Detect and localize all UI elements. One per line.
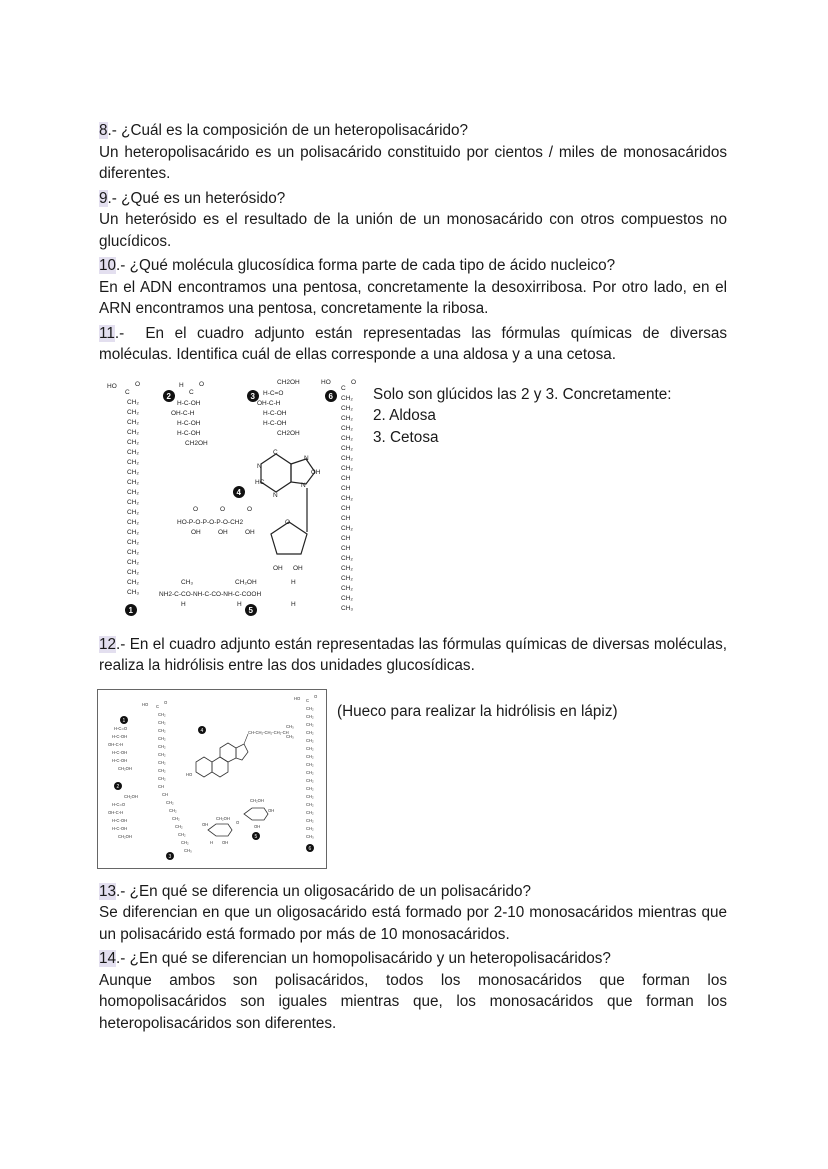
svg-text:CH₂: CH₂	[341, 394, 353, 402]
svg-text:CH: CH	[341, 504, 351, 512]
svg-text:CH₂: CH₂	[306, 801, 314, 807]
svg-text:CH₂: CH₂	[158, 743, 166, 749]
svg-text:H: H	[237, 600, 242, 608]
svg-text:CH₂: CH₂	[341, 444, 353, 452]
svg-text:CH-CH₂-CH₂-CH₂-CH: CH-CH₂-CH₂-CH₂-CH	[248, 729, 289, 735]
answer-line: Solo son glúcidos las 2 y 3. Concretamente:	[373, 385, 672, 403]
svg-text:OH: OH	[222, 839, 229, 845]
question-11	[99, 323, 727, 622]
svg-text:OH-C-H: OH-C-H	[171, 409, 195, 417]
svg-text:NH2-C-CO-NH-C-CO-NH-C-COOH: NH2-C-CO-NH-C-CO-NH-C-COOH	[159, 590, 262, 598]
question-number: 9	[99, 189, 108, 207]
question-14	[99, 948, 727, 1034]
svg-text:CH₂: CH₂	[127, 548, 139, 556]
svg-text:CH₂: CH₂	[158, 727, 166, 733]
svg-text:CH₂: CH₂	[181, 839, 189, 845]
svg-text:HO: HO	[294, 695, 301, 701]
svg-text:O: O	[236, 819, 240, 825]
svg-text:CH₂OH: CH₂OH	[124, 793, 138, 799]
svg-text:OH: OH	[254, 823, 261, 829]
svg-text:CH₂: CH₂	[341, 434, 353, 442]
svg-text:CH₂: CH₂	[127, 488, 139, 496]
svg-text:CH₂: CH₂	[158, 711, 166, 717]
answer-text: Un heterósido es el resultado de la unión de un monosacárido con otros compuestos no glucídicos.	[99, 211, 727, 250]
svg-text:CH₂: CH₂	[306, 745, 314, 751]
svg-text:CH₂: CH₂	[127, 398, 139, 406]
hydrolysis-space-note: (Hueco para realizar la hidrólisis en lápiz)	[337, 702, 618, 720]
answer-text: Aunque ambos son polisacáridos, todos los monosacáridos que forman los homopolisacáridos son iguales mientras que, los monosacáridos que forman los heteropolisacáridos son diferentes.	[99, 971, 727, 1032]
molecule-1-fatty-acid	[107, 381, 140, 616]
svg-text:O: O	[164, 699, 168, 705]
question-text: 13.- ¿En qué se diferencia un oligosacárido de un polisacárido?	[99, 882, 532, 900]
svg-text:CH₂: CH₂	[306, 809, 314, 815]
svg-text:H-C=O: H-C=O	[114, 725, 128, 731]
svg-text:CH₂: CH₂	[306, 753, 314, 759]
svg-text:H: H	[181, 600, 186, 608]
svg-text:CH₂: CH₂	[127, 438, 139, 446]
svg-text:O: O	[351, 378, 357, 386]
svg-text:3: 3	[250, 391, 255, 401]
svg-text:C: C	[341, 384, 346, 392]
question-8	[99, 120, 727, 185]
svg-text:H: H	[291, 578, 296, 586]
svg-text:HO: HO	[186, 771, 193, 777]
svg-text:6: 6	[308, 845, 312, 852]
svg-text:O: O	[199, 380, 205, 388]
svg-text:CH₂: CH₂	[341, 594, 353, 602]
svg-text:CH₂: CH₂	[341, 464, 353, 472]
molecule-5-peptide	[159, 579, 296, 616]
svg-text:N: N	[273, 491, 278, 499]
svg-text:1: 1	[122, 717, 126, 724]
svg-text:CH₃: CH₃	[306, 833, 314, 839]
svg-text:CH₂OH: CH₂OH	[250, 797, 264, 803]
svg-text:CH₂: CH₂	[306, 785, 314, 791]
question-number: 14	[99, 950, 117, 967]
svg-text:H-C-OH: H-C-OH	[112, 825, 128, 831]
svg-text:C: C	[125, 388, 130, 396]
question-number: 13	[99, 882, 117, 900]
svg-text:CH₂: CH₂	[169, 807, 177, 813]
question-number: 10	[99, 257, 117, 274]
svg-text:CH: CH	[311, 468, 321, 476]
answer-line: 2. Aldosa	[373, 407, 436, 424]
svg-text:CH₂: CH₂	[158, 767, 166, 773]
question-text: 11.- En el cuadro adjunto están representadas las fórmulas químicas de diversas moléculas. Identifica cuál de ellas corresponde a una aldosa y a una cetosa.	[99, 324, 727, 363]
question-text: 12.- En el cuadro adjunto están representadas las fórmulas químicas de diversas moléculas, realiza la hidrólisis entre las dos unidades glucosídicas.	[99, 635, 727, 674]
svg-text:H-C-OH: H-C-OH	[177, 429, 201, 437]
svg-text:1: 1	[128, 605, 133, 615]
svg-text:CH: CH	[162, 791, 169, 797]
svg-text:OH: OH	[273, 564, 283, 572]
svg-text:CH: CH	[341, 544, 351, 552]
svg-text:O: O	[220, 505, 226, 513]
svg-text:OH-C-H: OH-C-H	[257, 399, 281, 407]
svg-text:CH₂: CH₂	[127, 478, 139, 486]
svg-text:CH₂: CH₂	[341, 554, 353, 562]
svg-text:HC: HC	[255, 478, 265, 486]
svg-text:CH₂: CH₂	[127, 428, 139, 436]
svg-text:HO: HO	[142, 701, 149, 707]
svg-text:H: H	[291, 600, 296, 608]
answer-11	[373, 384, 671, 449]
svg-text:OH-C-H: OH-C-H	[108, 741, 124, 747]
svg-text:CH₂: CH₂	[175, 823, 183, 829]
answer-text: Se diferencian en que un oligosacárido está formado por 2-10 monosacáridos mientras que un polisacárido está formado por más de 10 monosacáridos.	[99, 904, 727, 943]
svg-text:O: O	[135, 380, 141, 388]
svg-text:CH₂: CH₂	[166, 799, 174, 805]
svg-text:OH: OH	[293, 564, 303, 572]
svg-text:HO: HO	[107, 382, 117, 390]
svg-text:H-C=O: H-C=O	[263, 389, 284, 397]
svg-text:CH₂: CH₂	[158, 759, 166, 765]
molecule-4-atp	[177, 449, 321, 572]
svg-text:CH₂: CH₂	[341, 584, 353, 592]
svg-text:CH₂: CH₂	[341, 414, 353, 422]
svg-text:5: 5	[254, 833, 258, 840]
svg-text:3: 3	[168, 853, 172, 860]
svg-text:C: C	[189, 388, 194, 396]
svg-text:CH₃: CH₃	[286, 733, 294, 739]
svg-text:CH₂: CH₂	[127, 458, 139, 466]
molecules-figure-2	[97, 689, 327, 869]
svg-text:C: C	[156, 703, 160, 709]
svg-text:N: N	[301, 481, 306, 489]
question-9	[99, 188, 727, 253]
answer-text: En el ADN encontramos una pentosa, concretamente la desoxirribosa. Por otro lado, en el ARN encontramos una pentosa, concretamente la ribosa.	[99, 278, 727, 317]
svg-text:4: 4	[236, 487, 241, 497]
question-number: 8	[99, 122, 108, 139]
svg-text:H-C=O: H-C=O	[112, 801, 126, 807]
molecule-6-unsaturated-fatty-acid	[321, 379, 356, 612]
svg-text:CH₂: CH₂	[306, 817, 314, 823]
svg-text:OH: OH	[245, 528, 255, 536]
svg-text:CH: CH	[341, 514, 351, 522]
svg-text:CH₂: CH₂	[127, 448, 139, 456]
svg-text:H: H	[210, 839, 214, 845]
svg-text:CH₂: CH₂	[158, 775, 166, 781]
question-text: 10.- ¿Qué molécula glucosídica forma parte de cada tipo de ácido nucleico?	[99, 257, 616, 274]
svg-text:OH: OH	[268, 807, 275, 813]
svg-text:CH₂: CH₂	[158, 719, 166, 725]
svg-text:CH₂: CH₂	[127, 578, 139, 586]
svg-text:CH₂: CH₂	[306, 713, 314, 719]
svg-text:CH₃: CH₃	[184, 847, 192, 853]
svg-text:CH: CH	[158, 783, 165, 789]
svg-text:CH₂: CH₂	[341, 404, 353, 412]
svg-text:CH₂: CH₂	[172, 815, 180, 821]
svg-text:H-C-OH: H-C-OH	[112, 733, 128, 739]
svg-text:CH₂: CH₂	[127, 528, 139, 536]
svg-text:CH₂: CH₂	[341, 454, 353, 462]
svg-text:CH₂OH: CH₂OH	[118, 833, 132, 839]
svg-text:CH2OH: CH2OH	[277, 378, 300, 386]
svg-text:H-C-OH: H-C-OH	[112, 749, 128, 755]
svg-text:CH₂: CH₂	[341, 494, 353, 502]
document-page	[99, 120, 727, 1037]
svg-text:CH₂: CH₂	[341, 564, 353, 572]
svg-text:CH₂: CH₂	[341, 424, 353, 432]
svg-text:N: N	[257, 462, 262, 470]
svg-text:CH₂: CH₂	[306, 705, 314, 711]
svg-text:CH: CH	[341, 474, 351, 482]
svg-text:CH₂: CH₂	[306, 761, 314, 767]
svg-text:6: 6	[328, 391, 333, 401]
svg-text:CH₂: CH₂	[127, 558, 139, 566]
svg-text:CH₃: CH₃	[127, 588, 140, 596]
svg-text:CH₃: CH₃	[341, 604, 354, 612]
svg-text:H-C-OH: H-C-OH	[177, 419, 201, 427]
svg-text:CH₂: CH₂	[306, 729, 314, 735]
svg-text:CH₂: CH₂	[127, 518, 139, 526]
svg-text:CH₂: CH₂	[127, 418, 139, 426]
svg-text:N: N	[304, 454, 309, 462]
svg-text:CH₂: CH₂	[306, 737, 314, 743]
svg-text:CH₂OH: CH₂OH	[118, 765, 132, 771]
svg-text:C: C	[273, 448, 278, 456]
svg-text:H-C-OH: H-C-OH	[112, 817, 128, 823]
svg-text:CH₂: CH₂	[127, 468, 139, 476]
svg-text:CH₂: CH₂	[158, 751, 166, 757]
svg-text:OH: OH	[218, 528, 228, 536]
figure-2-row	[99, 689, 727, 873]
question-text: 8.- ¿Cuál es la composición de un heteropolisacárido?	[99, 122, 469, 139]
svg-text:CH: CH	[341, 534, 351, 542]
svg-text:C: C	[306, 697, 310, 703]
svg-text:OH-C-H: OH-C-H	[108, 809, 124, 815]
svg-text:CH₂: CH₂	[127, 498, 139, 506]
question-text: 9.- ¿Qué es un heterósido?	[99, 189, 286, 207]
svg-text:4: 4	[200, 727, 204, 734]
svg-text:CH₂: CH₂	[306, 769, 314, 775]
svg-text:CH₂: CH₂	[341, 524, 353, 532]
svg-text:CH₂: CH₂	[127, 408, 139, 416]
svg-text:CH₂: CH₂	[127, 538, 139, 546]
svg-text:CH₂: CH₂	[306, 793, 314, 799]
svg-text:2: 2	[166, 391, 171, 401]
answer-line: 3. Cetosa	[373, 428, 439, 446]
svg-text:CH₂: CH₂	[127, 568, 139, 576]
svg-text:CH₂: CH₂	[158, 735, 166, 741]
svg-text:5: 5	[248, 605, 253, 615]
question-12	[99, 634, 727, 873]
molecule-2-aldose	[163, 381, 208, 447]
svg-text:H: H	[179, 381, 184, 389]
question-10	[99, 255, 727, 320]
svg-text:O: O	[247, 505, 253, 513]
question-number: 12	[99, 635, 117, 653]
svg-text:CH2OH: CH2OH	[277, 429, 300, 437]
svg-text:HO-P-O-P-O-P-O-CH2: HO-P-O-P-O-P-O-CH2	[177, 518, 244, 526]
svg-text:O: O	[314, 693, 318, 699]
svg-text:H-C-OH: H-C-OH	[177, 399, 201, 407]
figure-1-row	[99, 374, 727, 622]
svg-text:CH₂: CH₂	[306, 825, 314, 831]
molecules-figure-1	[101, 374, 365, 620]
svg-text:CH₂: CH₂	[306, 721, 314, 727]
answer-text: Un heteropolisacárido es un polisacárido constituido por cientos / miles de monosacáridos diferentes.	[99, 143, 727, 182]
svg-text:O: O	[193, 505, 199, 513]
svg-text:CH₃: CH₃	[181, 578, 194, 586]
svg-text:2: 2	[116, 783, 120, 790]
svg-text:CH₂: CH₂	[178, 831, 186, 837]
svg-text:H-C-OH: H-C-OH	[263, 409, 287, 417]
svg-text:HO: HO	[321, 378, 331, 386]
question-text: 14.- ¿En qué se diferencian un homopolisacárido y un heteropolisacáridos?	[99, 950, 611, 967]
svg-text:OH: OH	[202, 821, 209, 827]
svg-text:CH₂OH: CH₂OH	[235, 578, 257, 586]
svg-text:CH₂OH: CH₂OH	[216, 815, 230, 821]
svg-text:CH2OH: CH2OH	[185, 439, 208, 447]
question-number: 11	[99, 324, 115, 342]
svg-text:CH: CH	[341, 484, 351, 492]
svg-text:H-C-OH: H-C-OH	[263, 419, 287, 427]
svg-text:CH₂: CH₂	[127, 508, 139, 516]
svg-text:CH₃: CH₃	[286, 723, 294, 729]
question-13	[99, 881, 727, 946]
svg-text:H-C-OH: H-C-OH	[112, 757, 128, 763]
molecule-3-ketose	[247, 379, 300, 437]
svg-text:O: O	[285, 518, 291, 526]
svg-text:OH: OH	[191, 528, 201, 536]
svg-text:CH₂: CH₂	[306, 777, 314, 783]
svg-text:CH₂: CH₂	[341, 574, 353, 582]
